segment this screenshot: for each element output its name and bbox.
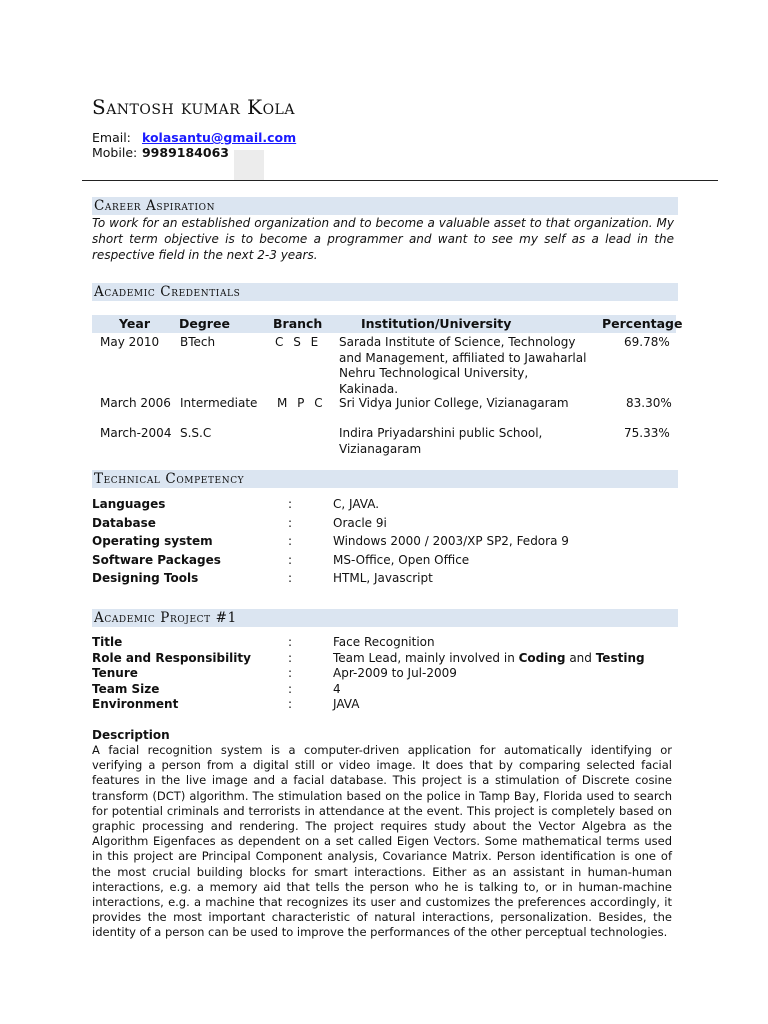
candidate-name: Santosh kumar Kola — [92, 95, 295, 119]
separator-colon: : — [288, 553, 293, 567]
role-and: and — [565, 651, 596, 665]
tech-item-os — [92, 532, 676, 550]
project-title-row — [92, 635, 676, 651]
role-prefix: Team Lead, mainly involved in — [333, 651, 519, 665]
project-description: A facial recognition system is a computer-driven application for automatically identifying or verifying a person from a digital still or video image. It does that by comparing selected facial features in the live image and a facial database. This project is a stimulation of Discrete cosine transform (DCT) algorithm. The stimulation based on the police in Tamp Bay, Florida used to search for potential criminals and terrorists in attendance at the event. This project is completely based on graphic processing and rendering. The project requires study about the Vector Algebra as the Algorithm Eigenfaces as dependent on a set called Eigen Vectors. Some mathematical terms used in this project are Principal Component analysis, Covariance Matrix. Person identification is one of the most crucial building blocks for smart interactions. Either as an assistant in human-human interactions, e.g. a memory aid that tells the person who he is talking to, or in human-machine interactions, e.g. a machine that recognizes its user and customizes the preferences accordingly, it provides the most important characteristic of natural interactions, personalization. Besides, the identity of a person can be used to improve the performances of the other perceptual technologies. — [92, 743, 672, 940]
career-text: To work for an established organization and to become a valuable asset to that organization. My short term objective is to become a programmer and want to see my self as a lead in the respective field in the next 2-3 years. — [92, 216, 674, 262]
academic-table-header — [92, 315, 683, 333]
tech-key: Software Packages — [92, 553, 221, 567]
tech-key: Designing Tools — [92, 571, 199, 585]
project-heading: Academic Project #1 — [92, 609, 678, 627]
cell-institution: Indira Priyadarshini public School, Vizianagaram — [339, 426, 543, 456]
cell-percentage: 75.33% — [624, 426, 670, 440]
col-branch: Branch — [273, 316, 323, 331]
header-divider — [82, 180, 718, 181]
project-key: Title — [92, 635, 123, 649]
cell-percentage: 83.30% — [626, 396, 672, 410]
role-coding: Coding — [518, 651, 566, 665]
separator-colon: : — [288, 682, 293, 696]
academic-heading: Academic Credentials — [92, 283, 678, 301]
cell-year: March 2006 — [100, 396, 171, 410]
project-env-row — [92, 697, 676, 713]
separator-colon: : — [288, 666, 293, 680]
separator-colon: : — [288, 635, 293, 649]
project-key: Role and Responsibility — [92, 651, 251, 665]
cell-degree: Intermediate — [180, 396, 258, 410]
project-team-size: 4 — [333, 682, 341, 696]
tech-value: MS-Office, Open Office — [333, 553, 470, 567]
tech-key: Database — [92, 516, 156, 530]
description-title: Description — [92, 728, 170, 742]
project-key: Tenure — [92, 666, 138, 680]
tech-key: Operating system — [92, 534, 213, 548]
tech-value: Oracle 9i — [333, 516, 387, 530]
cell-institution: Sarada Institute of Science, Technology and Management, affiliated to Jawaharlal Nehru Technological University, Kakinada. — [339, 335, 587, 396]
mobile-line — [92, 145, 229, 160]
project-role-row — [92, 651, 676, 667]
separator-colon: : — [288, 571, 293, 585]
project-key: Environment — [92, 697, 179, 711]
technical-heading: Technical Competency — [92, 470, 678, 488]
cell-year: May 2010 — [100, 335, 160, 349]
tech-item-languages — [92, 495, 676, 513]
career-heading: Career Aspiration — [92, 197, 678, 215]
mobile-label: Mobile: — [92, 145, 138, 160]
email-line — [92, 130, 296, 145]
tech-value: Windows 2000 / 2003/XP SP2, Fedora 9 — [333, 534, 569, 548]
email-label: Email: — [92, 130, 131, 145]
project-tenure-row — [92, 666, 676, 682]
separator-colon: : — [288, 497, 293, 511]
cell-institution: Sri Vidya Junior College, Vizianagaram — [339, 396, 569, 410]
cell-degree: S.S.C — [180, 426, 212, 440]
cell-year: March-2004 — [100, 426, 172, 440]
project-tenure: Apr-2009 to Jul-2009 — [333, 666, 457, 680]
separator-colon: : — [288, 651, 293, 665]
tech-value: HTML, Javascript — [333, 571, 433, 585]
cell-percentage: 69.78% — [624, 335, 670, 349]
separator-colon: : — [288, 697, 293, 711]
project-title: Face Recognition — [333, 635, 435, 649]
project-team-row — [92, 682, 676, 698]
mobile-number: 9989184063 — [141, 145, 229, 160]
project-environment: JAVA — [333, 697, 360, 711]
col-year: Year — [119, 316, 150, 331]
cell-branch: C S E — [275, 335, 322, 349]
tech-item-software — [92, 551, 676, 569]
cell-degree: BTech — [180, 335, 216, 349]
email-link[interactable]: kolasantu@gmail.com — [141, 130, 297, 145]
separator-colon: : — [288, 534, 293, 548]
cell-branch: M P C — [277, 396, 326, 410]
grey-block — [234, 150, 264, 180]
tech-item-design — [92, 569, 676, 587]
separator-colon: : — [288, 516, 293, 530]
col-percentage: Percentage — [602, 316, 683, 331]
col-degree: Degree — [179, 316, 230, 331]
tech-item-database — [92, 514, 676, 532]
col-institution: Institution/University — [361, 316, 512, 331]
tech-key: Languages — [92, 497, 166, 511]
project-key: Team Size — [92, 682, 160, 696]
project-role — [333, 651, 645, 667]
role-testing: Testing — [595, 651, 645, 665]
tech-value: C, JAVA. — [333, 497, 380, 511]
